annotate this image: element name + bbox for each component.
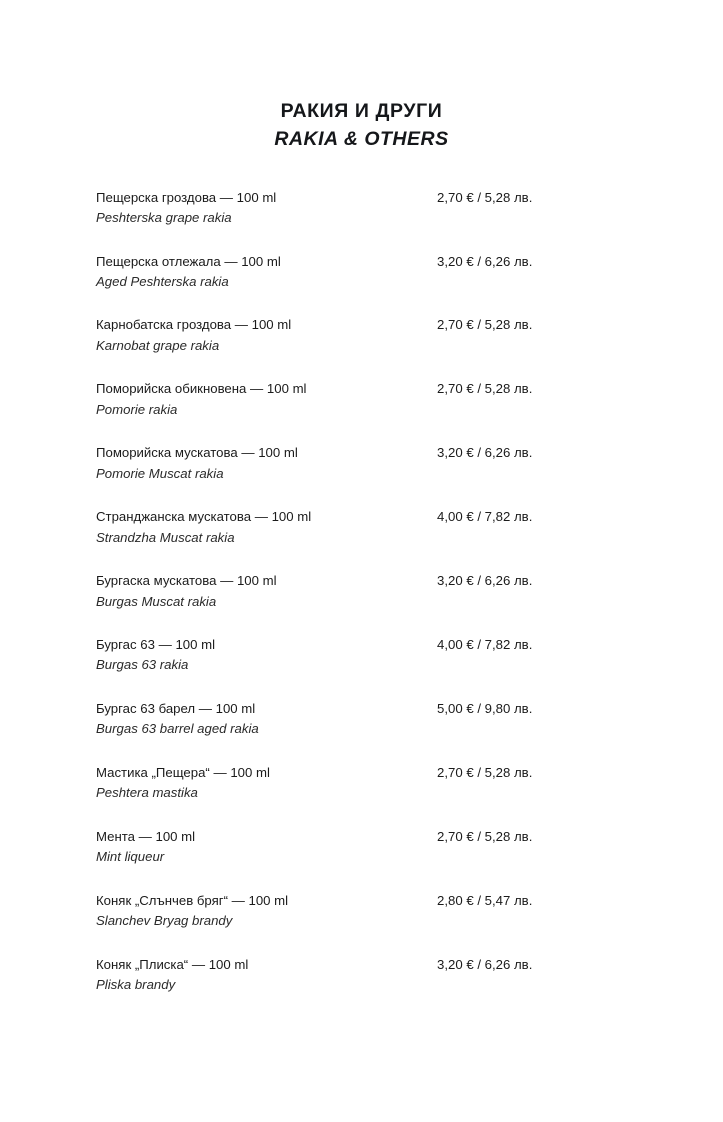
menu-item-name-english: Pliska brandy bbox=[96, 976, 176, 992]
menu-item-names bbox=[96, 891, 288, 932]
menu-item-name-bulgarian: Мастика „Пещера“ — 100 ml bbox=[96, 764, 270, 780]
menu-item-name-english: Burgas 63 rakia bbox=[96, 657, 189, 673]
menu-item bbox=[96, 443, 627, 484]
menu-item-names bbox=[96, 699, 259, 740]
menu-item-name-english: Mint liqueur bbox=[96, 849, 165, 865]
menu-item-name-bulgarian: Бургаска мускатова — 100 ml bbox=[96, 573, 277, 589]
menu-item bbox=[96, 507, 627, 548]
menu-item-price: 2,80 € / 5,47 лв. bbox=[437, 892, 533, 908]
menu-item bbox=[96, 891, 627, 932]
menu-item-names bbox=[96, 443, 298, 484]
menu-item-name-bulgarian: Поморийска мускатова — 100 ml bbox=[96, 445, 298, 461]
menu-item-names bbox=[96, 315, 291, 356]
menu-item bbox=[96, 955, 627, 996]
menu-item-name-bulgarian: Карнобатска гроздова — 100 ml bbox=[96, 317, 292, 333]
menu-item-name-english: Karnobat grape rakia bbox=[96, 337, 220, 353]
menu-item-names bbox=[96, 827, 195, 868]
menu-item-name-english: Burgas Muscat rakia bbox=[96, 593, 217, 609]
menu-item bbox=[96, 827, 627, 868]
menu-item-price: 2,70 € / 5,28 лв. bbox=[437, 381, 533, 397]
menu-item-names bbox=[96, 507, 311, 548]
menu-item-price: 4,00 € / 7,82 лв. bbox=[437, 636, 533, 652]
menu-item-price: 2,70 € / 5,28 лв. bbox=[437, 317, 533, 333]
menu-item bbox=[96, 315, 627, 356]
menu-item-price: 3,20 € / 6,26 лв. bbox=[437, 573, 533, 589]
menu-item-name-english: Peshterska grape rakia bbox=[96, 210, 232, 226]
menu-item-name-english: Aged Peshterska rakia bbox=[96, 273, 229, 289]
menu-item-name-bulgarian: Пещерска гроздова — 100 ml bbox=[96, 189, 277, 205]
page-title-english: RAKIA & OTHERS bbox=[274, 128, 449, 151]
menu-item-name-bulgarian: Коняк „Плиска“ — 100 ml bbox=[96, 956, 249, 972]
menu-item-name-bulgarian: Коняк „Слънчев бряг“ — 100 ml bbox=[96, 892, 289, 908]
menu-item-name-english: Pomorie Muscat rakia bbox=[96, 465, 224, 481]
menu-item-name-english: Pomorie rakia bbox=[96, 401, 178, 417]
menu-item-name-english: Strandzha Muscat rakia bbox=[96, 529, 235, 545]
menu-item-name-bulgarian: Бургас 63 — 100 ml bbox=[96, 636, 216, 652]
menu-item-price: 3,20 € / 6,26 лв. bbox=[437, 445, 533, 461]
menu-item-name-english: Burgas 63 barrel aged rakia bbox=[96, 721, 259, 737]
menu-item-names bbox=[96, 955, 248, 996]
menu-item-name-english: Slanchev Bryag brandy bbox=[96, 913, 233, 929]
menu-item bbox=[96, 252, 627, 293]
menu-item-price: 2,70 € / 5,28 лв. bbox=[437, 828, 533, 844]
menu-item-price: 3,20 € / 6,26 лв. bbox=[437, 956, 533, 972]
menu-item-price: 3,20 € / 6,26 лв. bbox=[437, 253, 533, 269]
menu-item bbox=[96, 379, 627, 420]
menu-item-names bbox=[96, 379, 306, 420]
menu-item bbox=[96, 188, 627, 229]
menu-item bbox=[96, 763, 627, 804]
menu-item-names bbox=[96, 571, 277, 612]
menu-page bbox=[0, 98, 723, 1122]
menu-item-name-bulgarian: Поморийска обикновена — 100 ml bbox=[96, 381, 307, 397]
menu-item bbox=[96, 571, 627, 612]
menu-item-name-bulgarian: Пещерска отлежала — 100 ml bbox=[96, 253, 281, 269]
menu-item-names bbox=[96, 188, 276, 229]
menu-item-names bbox=[96, 252, 281, 293]
menu-item-name-bulgarian: Странджанска мускатова — 100 ml bbox=[96, 509, 312, 525]
menu-item-list bbox=[96, 188, 627, 996]
menu-item-price: 5,00 € / 9,80 лв. bbox=[437, 700, 533, 716]
menu-item-price: 4,00 € / 7,82 лв. bbox=[437, 509, 533, 525]
menu-item-name-bulgarian: Бургас 63 барел — 100 ml bbox=[96, 700, 256, 716]
menu-item bbox=[96, 635, 627, 676]
menu-item-names bbox=[96, 763, 270, 804]
menu-item-name-english: Peshtera mastika bbox=[96, 785, 198, 801]
menu-item-names bbox=[96, 635, 215, 676]
menu-header bbox=[96, 98, 627, 153]
menu-item bbox=[96, 699, 627, 740]
menu-item-name-bulgarian: Мента — 100 ml bbox=[96, 828, 196, 844]
menu-item-price: 2,70 € / 5,28 лв. bbox=[437, 764, 533, 780]
page-title-bulgarian: РАКИЯ И ДРУГИ bbox=[280, 100, 443, 122]
menu-item-price: 2,70 € / 5,28 лв. bbox=[437, 189, 533, 205]
